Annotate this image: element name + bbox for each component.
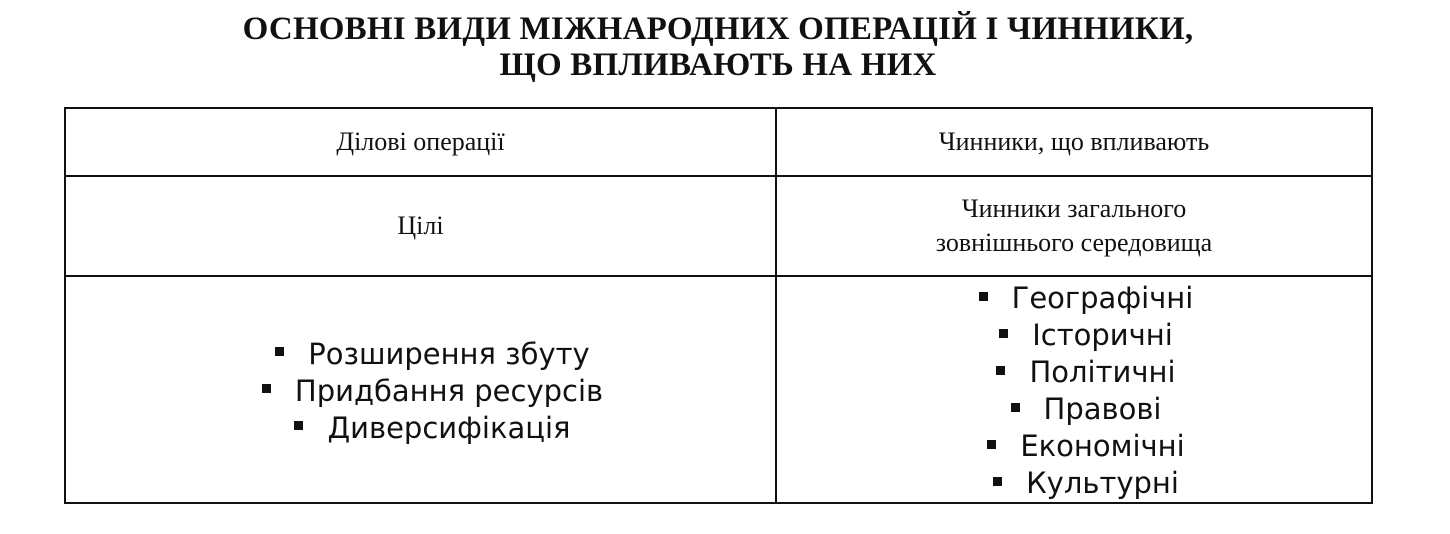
list-item bbox=[90, 336, 775, 373]
header-business-operations: Ділові операції bbox=[65, 108, 776, 176]
square-bullet-icon bbox=[979, 292, 988, 301]
header-influencing-factors: Чинники, що впливають bbox=[776, 108, 1372, 176]
document-title-line-2: ЩО ВПЛИВАЮТЬ НА НИХ bbox=[499, 47, 937, 83]
factor-item-text: Політичні bbox=[1029, 355, 1176, 389]
square-bullet-icon bbox=[987, 440, 996, 449]
factors-list bbox=[777, 277, 1371, 502]
list-item bbox=[801, 465, 1371, 502]
factor-item-text: Правові bbox=[1043, 392, 1162, 426]
factors-list-cell bbox=[776, 276, 1372, 503]
list-item bbox=[90, 410, 775, 447]
square-bullet-icon bbox=[262, 384, 271, 393]
list-item bbox=[801, 428, 1371, 465]
list-item bbox=[801, 317, 1371, 354]
table-subheader-row bbox=[65, 176, 1372, 276]
list-item bbox=[801, 391, 1371, 428]
list-item bbox=[801, 354, 1371, 391]
table-header-row bbox=[65, 108, 1372, 176]
table-content-row bbox=[65, 276, 1372, 503]
square-bullet-icon bbox=[275, 347, 284, 356]
factor-item-text: Культурні bbox=[1026, 466, 1179, 500]
document-title-line-1: ОСНОВНІ ВИДИ МІЖНАРОДНИХ ОПЕРАЦІЙ І ЧИННИКИ, bbox=[242, 11, 1194, 47]
goal-item-text: Диверсифікація bbox=[327, 410, 571, 445]
subheader-right-line-2: зовнішнього середовища bbox=[935, 228, 1213, 257]
list-item bbox=[90, 373, 775, 410]
operations-factors-table bbox=[64, 107, 1373, 504]
factor-item-text: Економічні bbox=[1020, 429, 1185, 463]
square-bullet-icon bbox=[294, 421, 303, 430]
square-bullet-icon bbox=[993, 477, 1002, 486]
subheader-goals: Цілі bbox=[65, 176, 776, 276]
factor-item-text: Історичні bbox=[1032, 318, 1173, 352]
goals-list-cell bbox=[65, 276, 776, 503]
goal-item-text: Придбання ресурсів bbox=[294, 373, 604, 408]
subheader-right-line-1: Чинники загального bbox=[961, 194, 1187, 223]
factor-item-text: Географічні bbox=[1011, 281, 1194, 315]
square-bullet-icon bbox=[999, 329, 1008, 338]
goal-item-text: Розширення збуту bbox=[308, 336, 590, 371]
square-bullet-icon bbox=[996, 366, 1005, 375]
square-bullet-icon bbox=[1011, 403, 1020, 412]
list-item bbox=[801, 280, 1371, 317]
goals-list bbox=[66, 333, 775, 447]
subheader-general-environment-factors bbox=[776, 176, 1372, 276]
